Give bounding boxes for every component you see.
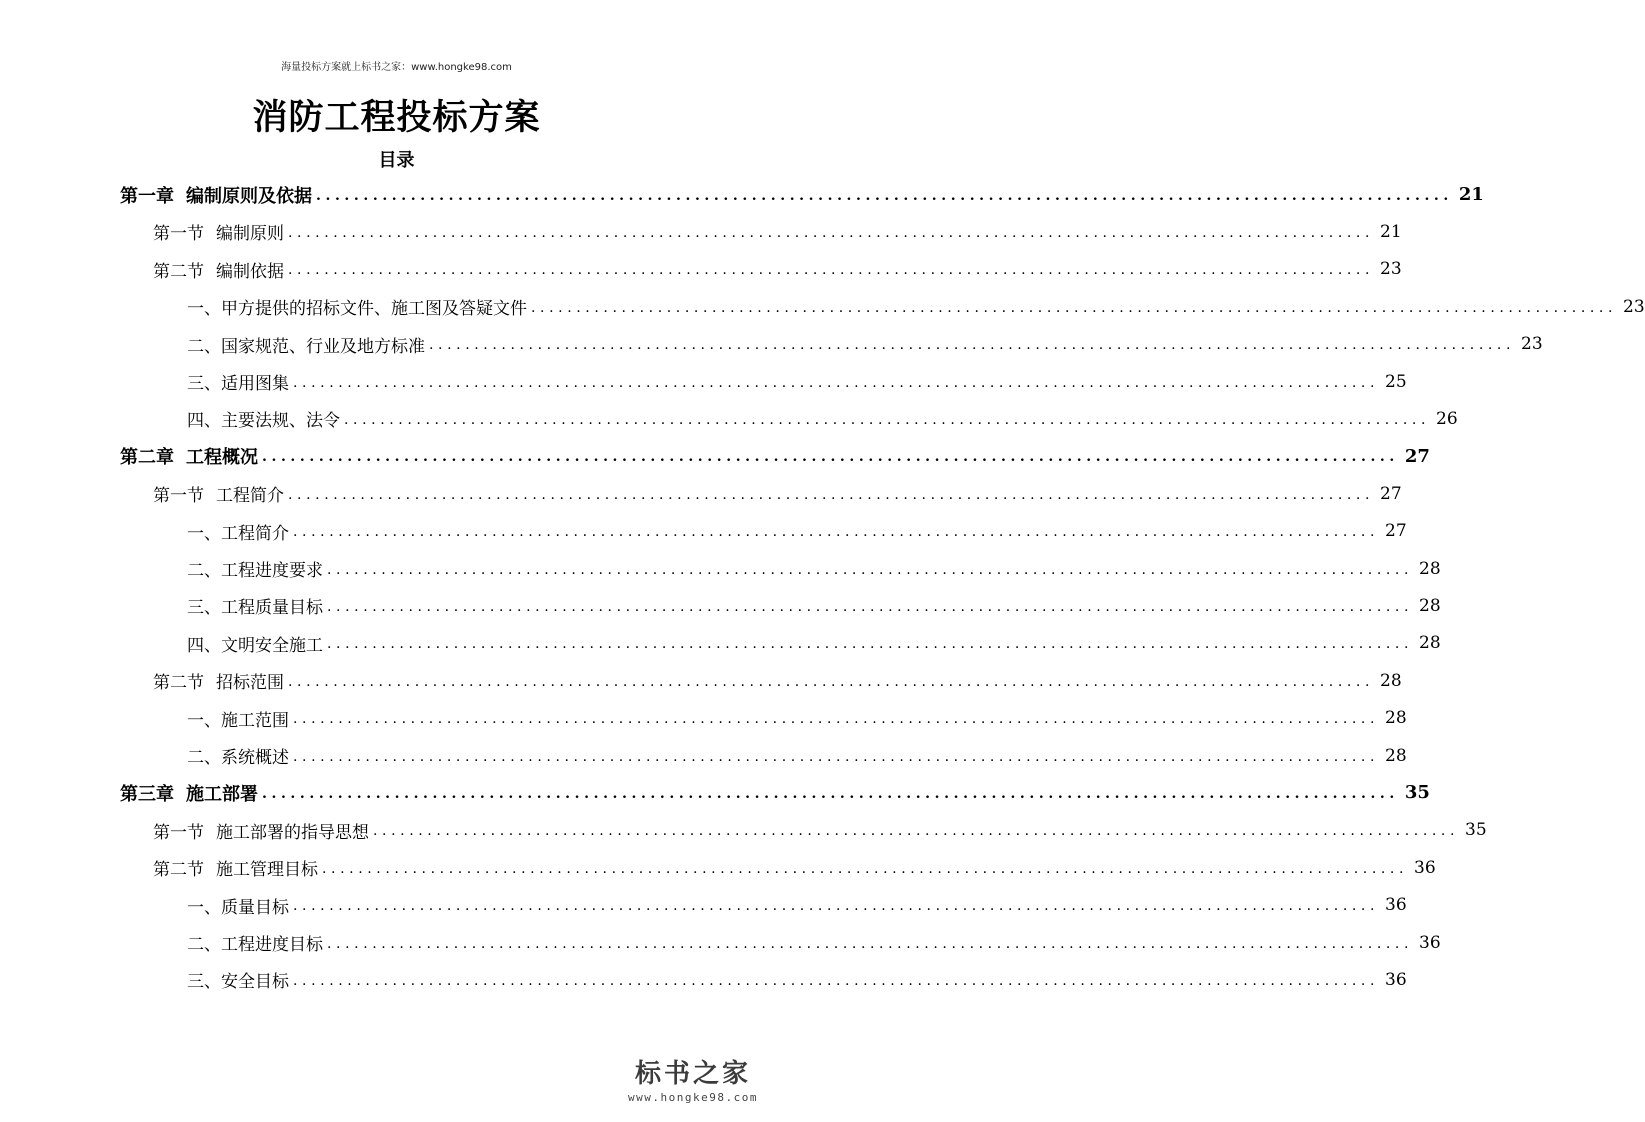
- toc-entry-page: 26: [1436, 408, 1458, 429]
- toc-entry-number: 四、: [187, 635, 221, 656]
- toc-entry-label: [187, 406, 344, 431]
- toc-entry-number: 第一节: [153, 822, 204, 843]
- toc-entry-page: 23: [1380, 259, 1402, 280]
- toc-dot-leader: ........................................................................................................................: [262, 785, 1399, 802]
- toc-entry-title: 编制原则及依据: [186, 185, 312, 207]
- toc-entry-label: [187, 369, 293, 394]
- toc-dot-leader: ........................................................................................................................: [327, 636, 1414, 653]
- toc-entry-number: 第一章: [120, 185, 174, 207]
- toc-entry-number: 第二节: [153, 860, 204, 881]
- toc-entry[interactable]: [187, 288, 1645, 325]
- toc-dot-leader: ........................................................................................................................: [373, 823, 1460, 840]
- toc-entry-number: 第二节: [153, 673, 204, 694]
- toc-entry-number: 二、: [187, 748, 221, 768]
- toc-entry-page: 23: [1623, 296, 1645, 317]
- toc-entry-number: 第二章: [120, 447, 174, 469]
- toc-dot-leader: ........................................................................................................................: [293, 748, 1380, 765]
- toc-dot-leader: ........................................................................................................................: [327, 935, 1414, 952]
- toc-entry-number: 一、: [187, 299, 221, 320]
- toc-dot-leader: ........................................................................................................................: [293, 972, 1380, 989]
- toc-entry-title: 工程质量目标: [221, 598, 323, 619]
- toc-entry-page: 28: [1385, 745, 1407, 766]
- toc-entry-title: 工程概况: [186, 447, 258, 469]
- toc-entry-label: [120, 182, 316, 208]
- toc-entry-label: [153, 257, 288, 282]
- toc-entry-label: [120, 443, 262, 469]
- toc-entry-number: 二、: [187, 336, 221, 357]
- toc-entry-page: 27: [1380, 483, 1402, 504]
- toc-entry[interactable]: [187, 400, 1458, 437]
- toc-entry-number: 一、: [187, 710, 221, 731]
- toc-entry-page: 36: [1414, 857, 1436, 878]
- toc-entry-label: [187, 893, 293, 918]
- toc-entry-page: 28: [1419, 595, 1441, 616]
- toc-entry-title: 招标范围: [216, 673, 284, 694]
- toc-heading: 目录: [378, 150, 415, 171]
- toc-entry-title: 安全目标: [221, 972, 289, 993]
- toc-dot-leader: ........................................................................................................................: [288, 262, 1375, 279]
- toc-entry[interactable]: [153, 213, 1402, 250]
- toc-entry[interactable]: [187, 887, 1407, 924]
- toc-entry[interactable]: [187, 700, 1407, 737]
- toc-entry-label: [187, 706, 293, 731]
- toc-dot-leader: ........................................................................................................................: [327, 561, 1414, 578]
- toc-entry-page: 28: [1419, 633, 1441, 654]
- toc-entry-page: 36: [1385, 895, 1407, 916]
- toc-dot-leader: ........................................................................................................................: [531, 299, 1618, 316]
- logo-mark: 标书之家: [634, 1059, 751, 1089]
- toc-entry-title: 系统概述: [221, 748, 289, 768]
- toc-dot-leader: ........................................................................................................................: [293, 524, 1380, 541]
- toc-entry[interactable]: [120, 438, 1430, 475]
- toc-entry-label: [187, 593, 327, 618]
- toc-entry-label: [153, 481, 288, 506]
- toc-entry-number: 第三章: [120, 783, 174, 805]
- toc-entry-title: 施工部署: [186, 783, 258, 805]
- toc-dot-leader: ........................................................................................................................: [293, 898, 1380, 915]
- toc-entry-title: 工程进度要求: [221, 561, 323, 581]
- toc-entry-title: 文明安全施工: [221, 635, 323, 656]
- toc-dot-leader: ........................................................................................................................: [429, 337, 1516, 354]
- toc-entry-page: 35: [1404, 782, 1430, 804]
- toc-entry-title: 施工范围: [221, 710, 289, 731]
- toc-entry-title: 施工部署的指导思想: [216, 822, 369, 843]
- toc-dot-leader: ........................................................................................................................: [322, 860, 1409, 877]
- toc-entry-page: 35: [1465, 820, 1487, 841]
- toc-entry-number: 二、: [187, 561, 221, 581]
- site-logo: [613, 1058, 773, 1106]
- toc-entry-page: 21: [1458, 184, 1484, 205]
- toc-entry-label: [153, 668, 288, 693]
- toc-entry-title: 工程简介: [221, 523, 289, 544]
- toc-entry-number: 一、: [187, 523, 221, 544]
- toc-entry[interactable]: [187, 550, 1441, 587]
- toc-entry-page: 28: [1380, 670, 1402, 691]
- toc-entry-page: 21: [1380, 221, 1402, 242]
- toc-entry-number: 四、: [187, 411, 221, 432]
- toc-entry[interactable]: [153, 251, 1402, 288]
- toc-entry-title: 主要法规、法令: [221, 411, 340, 432]
- toc-entry-label: [187, 294, 531, 319]
- toc-entry-page: 36: [1419, 932, 1441, 953]
- toc-entry-label: [153, 219, 288, 244]
- toc-entry[interactable]: [153, 812, 1487, 849]
- toc-entry[interactable]: [187, 961, 1407, 998]
- toc-entry-label: [120, 780, 262, 806]
- toc-entry-number: 一、: [187, 897, 221, 918]
- toc-entry-title: 编制依据: [216, 261, 284, 282]
- toc-entry-title: 适用图集: [221, 374, 289, 394]
- toc-entry-title: 国家规范、行业及地方标准: [221, 336, 425, 357]
- toc-entry[interactable]: [187, 587, 1441, 624]
- toc-entry-number: 第一节: [153, 224, 204, 245]
- toc-dot-leader: ........................................................................................................................: [288, 486, 1375, 503]
- toc-entry-page: 28: [1385, 708, 1407, 729]
- toc-entry-title: 编制原则: [216, 224, 284, 245]
- toc-entry-number: 第二节: [153, 261, 204, 282]
- toc-entry-label: [153, 855, 322, 880]
- toc-entry-page: 28: [1419, 558, 1441, 579]
- toc-entry-number: 二、: [187, 935, 221, 955]
- toc-entry-title: 工程简介: [216, 486, 284, 507]
- header-note: 海量投标方案就上标书之家：www.hongke98.com: [281, 62, 512, 73]
- toc-entry-page: 27: [1385, 521, 1407, 542]
- toc-dot-leader: ........................................................................................................................: [344, 411, 1431, 428]
- toc-entry-label: [187, 332, 429, 357]
- toc-entry[interactable]: [187, 326, 1543, 363]
- toc-dot-leader: ........................................................................................................................: [262, 449, 1399, 466]
- toc-entry[interactable]: [153, 849, 1436, 886]
- toc-entry[interactable]: [187, 737, 1407, 774]
- document-title: 消防工程投标方案: [252, 97, 541, 138]
- toc-entry-label: [187, 930, 327, 955]
- toc-entry-label: [187, 743, 293, 768]
- toc-entry-title: 质量目标: [221, 897, 289, 918]
- toc-entry[interactable]: [187, 924, 1441, 961]
- toc-dot-leader: ........................................................................................................................: [288, 673, 1375, 690]
- toc-entry-title: 甲方提供的招标文件、施工图及答疑文件: [221, 299, 527, 320]
- toc-dot-leader: ........................................................................................................................: [293, 374, 1380, 391]
- toc-entry-label: [187, 556, 327, 581]
- toc-entry-number: 三、: [187, 598, 221, 619]
- toc-entry-page: 36: [1385, 969, 1407, 990]
- toc-entry[interactable]: [187, 625, 1441, 662]
- toc-entry[interactable]: [187, 363, 1407, 400]
- toc-entry[interactable]: [187, 513, 1407, 550]
- toc-dot-leader: ........................................................................................................................: [293, 711, 1380, 728]
- toc-dot-leader: ........................................................................................................................: [327, 598, 1414, 615]
- toc-dot-leader: ........................................................................................................................: [288, 224, 1375, 241]
- toc-entry-label: [187, 631, 327, 656]
- toc-entry-number: 第一节: [153, 486, 204, 507]
- toc-entry-page: 23: [1521, 334, 1543, 355]
- toc-entry-title: 施工管理目标: [216, 860, 318, 881]
- toc-entry-number: 三、: [187, 374, 221, 394]
- toc-entry-page: 25: [1385, 371, 1407, 392]
- toc-entry-page: 27: [1404, 445, 1430, 467]
- logo-url: www.hongke98.com: [628, 1091, 758, 1104]
- toc-entry-title: 工程进度目标: [221, 935, 323, 955]
- toc-dot-leader: ........................................................................................................................: [316, 187, 1453, 204]
- toc-entry[interactable]: [120, 774, 1430, 811]
- toc-entry[interactable]: [153, 662, 1402, 699]
- toc-entry-number: 三、: [187, 972, 221, 993]
- toc-entry-label: [153, 818, 373, 843]
- toc-entry-label: [187, 519, 293, 544]
- toc-entry[interactable]: [120, 176, 1484, 213]
- toc-entry-label: [187, 967, 293, 992]
- toc-entry[interactable]: [153, 475, 1402, 512]
